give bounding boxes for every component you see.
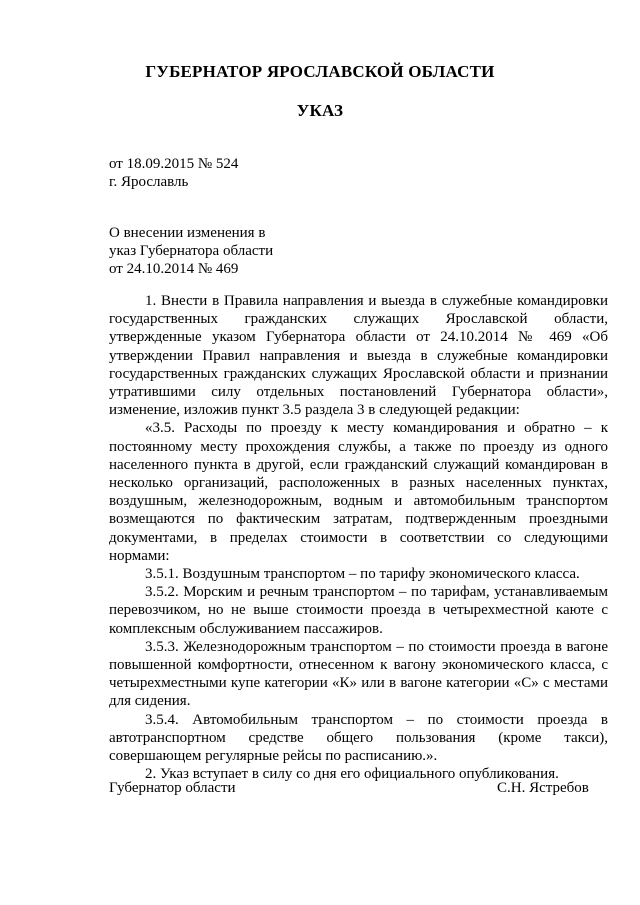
signature-position: Губернатор области	[109, 780, 236, 796]
subject-line: указ Губернатора области	[109, 243, 274, 259]
subject-line: О внесении изменения в	[109, 225, 266, 241]
document-body	[109, 292, 608, 783]
document-date-number: от 18.09.2015 № 524	[109, 156, 239, 172]
subject-line: от 24.10.2014 № 469	[109, 261, 239, 277]
document-type-heading: УКАЗ	[296, 101, 344, 120]
body-paragraph: 3.5.1. Воздушным транспортом – по тарифу экономического класса.	[145, 566, 580, 583]
body-paragraph: 2. Указ вступает в силу со дня его официального опубликования.	[145, 766, 559, 783]
document-city: г. Ярославль	[109, 174, 189, 190]
signature-name: С.Н. Ястребов	[497, 780, 589, 796]
authority-heading: ГУБЕРНАТОР ЯРОСЛАВСКОЙ ОБЛАСТИ	[145, 62, 495, 81]
body-paragraph: 3.5.3. Железнодорожным транспортом – по стоимости проезда в вагоне повышенной комфортности, отнесенном к вагону экономического класса, с четырехместными купе категории «К» или в вагоне категории «С» с местами для сидения.	[109, 638, 608, 710]
body-paragraph: «3.5. Расходы по проезду к месту командирования и обратно – к постоянному месту прохождения службы, а также по проезду из одного населенного пункта в другой, если гражданский служащий командирован в несколько организаций, расположенных в разных населенных пунктах, воздушным, железнодорожным, водным и автомобильным транспортом возмещаются по фактическим затратам, подтвержденным проездными документами, в пределах стоимости в соответствии со следующими нормами:	[109, 420, 608, 564]
body-paragraph: 3.5.2. Морским и речным транспортом – по тарифам, устанавливаемым перевозчиком, но не выше стоимости проезда в четырехместной каюте с комплексным обслуживанием пассажиров.	[109, 584, 608, 637]
body-paragraph: 1. Внести в Правила направления и выезда в служебные командировки государственных гражданских служащих Ярославской области, утвержденные указом Губернатора области от 24.10.2014 № 469 «Об утверждении Правил направления и выезда в служебные командировки государственных гражданских служащих Ярославской области и признании утратившими силу отдельных постановлений Губернатора области», изменение, изложив пункт 3.5 раздела 3 в следующей редакции:	[109, 293, 608, 419]
body-paragraph: 3.5.4. Автомобильным транспортом – по стоимости проезда в автотранспортном средстве общего пользования (кроме такси), совершающем регулярные рейсы по расписанию.».	[109, 711, 608, 765]
